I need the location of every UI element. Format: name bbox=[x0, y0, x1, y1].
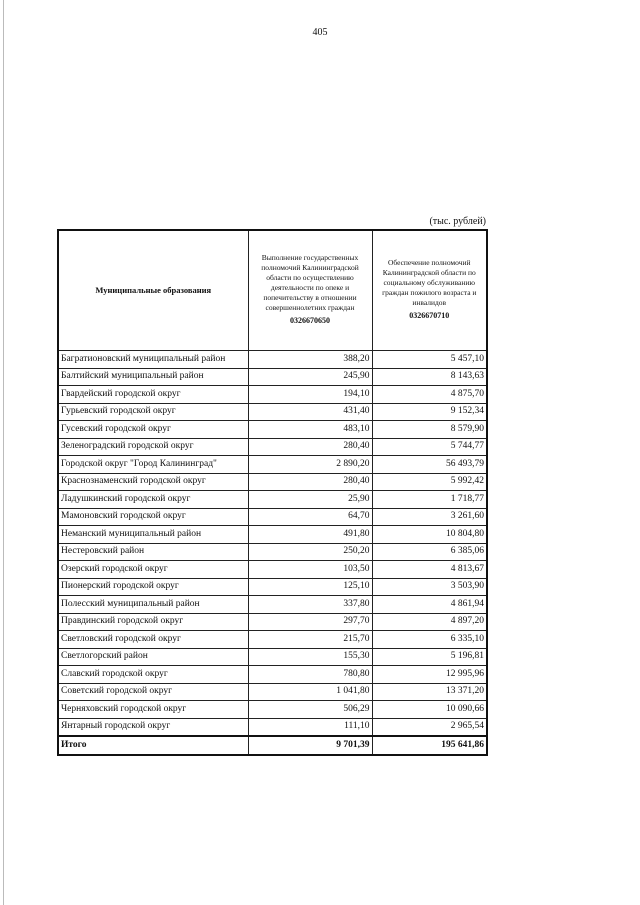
table-row bbox=[58, 631, 487, 649]
table-row bbox=[58, 666, 487, 684]
row-guardianship: 64,70 bbox=[248, 508, 372, 526]
row-guardianship: 280,40 bbox=[248, 473, 372, 491]
page-number: 405 bbox=[312, 27, 328, 38]
total-row bbox=[58, 736, 487, 755]
row-social-service: 5 457,10 bbox=[372, 351, 487, 369]
row-social-service: 5 744,77 bbox=[372, 438, 487, 456]
row-social-service: 10 804,80 bbox=[372, 526, 487, 544]
table-row bbox=[58, 718, 487, 736]
table-row bbox=[58, 613, 487, 631]
row-social-service: 5 992,42 bbox=[372, 473, 487, 491]
row-name: Балтийский муниципальный район bbox=[58, 368, 248, 386]
row-social-service: 56 493,79 bbox=[372, 456, 487, 474]
row-guardianship: 245,90 bbox=[248, 368, 372, 386]
row-social-service: 13 371,20 bbox=[372, 683, 487, 701]
row-name: Гурьевский городской округ bbox=[58, 403, 248, 421]
table-row bbox=[58, 648, 487, 666]
header-social-service bbox=[372, 230, 487, 351]
row-social-service: 3 503,90 bbox=[372, 578, 487, 596]
row-social-service: 4 813,67 bbox=[372, 561, 487, 579]
row-social-service: 9 152,34 bbox=[372, 403, 487, 421]
total-guardianship: 9 701,39 bbox=[248, 736, 372, 755]
row-name: Славский городской округ bbox=[58, 666, 248, 684]
row-name: Ладушкинский городской округ bbox=[58, 491, 248, 509]
header-social-service-code: 0326670710 bbox=[409, 311, 450, 320]
row-guardianship: 103,50 bbox=[248, 561, 372, 579]
row-name: Нестеровский район bbox=[58, 543, 248, 561]
row-social-service: 2 965,54 bbox=[372, 718, 487, 736]
total-label: Итого bbox=[58, 736, 248, 755]
total-social-service: 195 641,86 bbox=[372, 736, 487, 755]
row-name: Зеленоградский городской округ bbox=[58, 438, 248, 456]
row-guardianship: 2 890,20 bbox=[248, 456, 372, 474]
row-name: Полесский муниципальный район bbox=[58, 596, 248, 614]
table-row bbox=[58, 561, 487, 579]
table-row bbox=[58, 491, 487, 509]
table-row bbox=[58, 508, 487, 526]
row-name: Черняховский городской округ bbox=[58, 701, 248, 719]
row-social-service: 12 995,96 bbox=[372, 666, 487, 684]
header-guardianship-code: 0326670650 bbox=[290, 316, 330, 325]
table-row bbox=[58, 701, 487, 719]
row-name: Правдинский городской округ bbox=[58, 613, 248, 631]
table-row bbox=[58, 543, 487, 561]
budget-table bbox=[57, 229, 488, 756]
row-guardianship: 1 041,80 bbox=[248, 683, 372, 701]
left-margin-mark bbox=[3, 0, 4, 905]
header-municipalities: Муниципальные образования bbox=[58, 230, 248, 351]
row-social-service: 4 875,70 bbox=[372, 386, 487, 404]
row-guardianship: 215,70 bbox=[248, 631, 372, 649]
row-social-service: 8 143,63 bbox=[372, 368, 487, 386]
row-name: Багратионовский муниципальный район bbox=[58, 351, 248, 369]
row-guardianship: 125,10 bbox=[248, 578, 372, 596]
row-social-service: 6 335,10 bbox=[372, 631, 487, 649]
table-body bbox=[58, 351, 487, 737]
header-guardianship-text: Выполнение государственных полномочий Калининградской области по осуществлению деятельности по опеке и попечительству в отношении совершеннолетних граждан bbox=[261, 253, 359, 312]
row-guardianship: 297,70 bbox=[248, 613, 372, 631]
table-row bbox=[58, 578, 487, 596]
row-guardianship: 155,30 bbox=[248, 648, 372, 666]
row-social-service: 4 897,20 bbox=[372, 613, 487, 631]
row-guardianship: 111,10 bbox=[248, 718, 372, 736]
header-social-service-text: Обеспечение полномочий Калининградской области по социальному обслуживанию граждан пожилого возраста и инвалидов bbox=[382, 258, 477, 307]
row-guardianship: 491,80 bbox=[248, 526, 372, 544]
row-name: Мамоновский городской округ bbox=[58, 508, 248, 526]
row-guardianship: 483,10 bbox=[248, 421, 372, 439]
row-name: Озерский городской округ bbox=[58, 561, 248, 579]
row-name: Гвардейский городской округ bbox=[58, 386, 248, 404]
table-header-row bbox=[58, 230, 487, 351]
table-row bbox=[58, 368, 487, 386]
table-row bbox=[58, 386, 487, 404]
table-row bbox=[58, 526, 487, 544]
table-row bbox=[58, 473, 487, 491]
row-guardianship: 337,80 bbox=[248, 596, 372, 614]
row-guardianship: 506,29 bbox=[248, 701, 372, 719]
table-row bbox=[58, 438, 487, 456]
row-name: Светловский городской округ bbox=[58, 631, 248, 649]
row-social-service: 1 718,77 bbox=[372, 491, 487, 509]
row-name: Пионерский городской округ bbox=[58, 578, 248, 596]
table-row bbox=[58, 456, 487, 474]
row-name: Краснознаменский городской округ bbox=[58, 473, 248, 491]
row-social-service: 5 196,81 bbox=[372, 648, 487, 666]
table-row bbox=[58, 421, 487, 439]
table-row bbox=[58, 596, 487, 614]
row-social-service: 10 090,66 bbox=[372, 701, 487, 719]
row-name: Советский городской округ bbox=[58, 683, 248, 701]
table-row bbox=[58, 403, 487, 421]
row-social-service: 6 385,06 bbox=[372, 543, 487, 561]
row-name: Светлогорский район bbox=[58, 648, 248, 666]
row-name: Городской округ "Город Калининград" bbox=[58, 456, 248, 474]
units-label: (тыс. рублей) bbox=[429, 216, 486, 227]
header-guardianship bbox=[248, 230, 372, 351]
row-guardianship: 388,20 bbox=[248, 351, 372, 369]
row-name: Неманский муниципальный район bbox=[58, 526, 248, 544]
row-guardianship: 250,20 bbox=[248, 543, 372, 561]
row-social-service: 4 861,94 bbox=[372, 596, 487, 614]
row-guardianship: 194,10 bbox=[248, 386, 372, 404]
row-social-service: 3 261,60 bbox=[372, 508, 487, 526]
row-guardianship: 780,80 bbox=[248, 666, 372, 684]
row-guardianship: 280,40 bbox=[248, 438, 372, 456]
row-guardianship: 25,90 bbox=[248, 491, 372, 509]
table-row bbox=[58, 683, 487, 701]
row-guardianship: 431,40 bbox=[248, 403, 372, 421]
row-name: Гусевский городской округ bbox=[58, 421, 248, 439]
table-row bbox=[58, 351, 487, 369]
row-name: Янтарный городской округ bbox=[58, 718, 248, 736]
row-social-service: 8 579,90 bbox=[372, 421, 487, 439]
